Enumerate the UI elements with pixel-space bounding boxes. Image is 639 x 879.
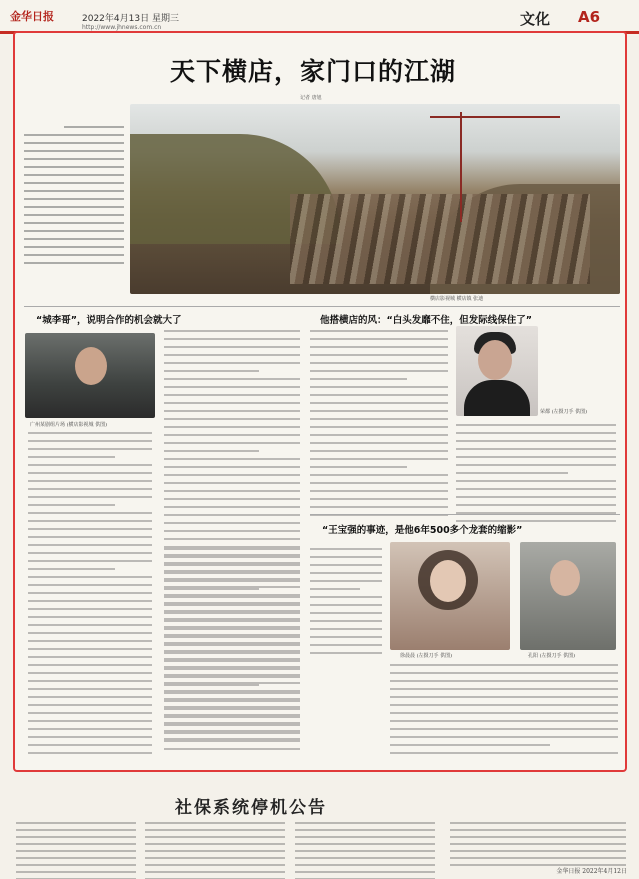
- lead-paragraph: [24, 126, 124, 266]
- notice-column-1: [16, 822, 136, 879]
- subhead-2: 他搭横店的风：“白头发靡不住，但发际线保住了”: [320, 315, 532, 326]
- notice-title: 社保系统停机公告: [175, 798, 327, 818]
- photo-rooftops: [290, 194, 590, 284]
- hero-photo-caption: 横店影视城 横店镇 张迪: [430, 296, 484, 302]
- portrait-caption-3: 徐晨晨 (左摄刀手 供图): [400, 653, 453, 659]
- page-number: A6: [578, 8, 601, 26]
- notice-column-3: [295, 822, 435, 879]
- notice-column-4: [450, 822, 626, 871]
- section-rule: [24, 306, 620, 307]
- article-title: 天下横店，家门口的江湖: [170, 57, 457, 86]
- footer-text: 金华日报 2022年4月12日: [556, 868, 627, 875]
- issue-date: 2022年4月13日 星期三: [82, 14, 179, 24]
- article-column-4: [456, 424, 616, 528]
- portrait-man-glasses: [456, 326, 538, 416]
- portrait-film-set: [25, 333, 155, 418]
- article-column-1: [28, 432, 152, 760]
- article-column-6: [310, 548, 382, 660]
- hero-photo-hengdian: [130, 104, 620, 294]
- photo-crane-arm: [430, 116, 560, 118]
- subhead-3: “王宝强的事迹，是他6年500多个龙套的缩影”: [322, 525, 523, 536]
- portrait-caption-4: 孔阳 (左摄刀手 供图): [528, 653, 576, 659]
- article-byline: 记者 唐旭: [300, 95, 322, 101]
- portrait-caption-1: 广州某剧组片场 (横店影视城 供图): [30, 422, 108, 428]
- section-name: 文化: [520, 10, 551, 28]
- portrait-caption-2: 荣都 (左摄刀手 供图): [540, 409, 588, 415]
- article-column-7: [390, 664, 618, 760]
- portrait-man: [520, 542, 616, 650]
- photo-crane: [460, 112, 462, 222]
- subhead-1: “城李哥”，说明合作的机会就大了: [36, 315, 182, 326]
- newspaper-logo: 金华日报: [10, 10, 54, 23]
- notice-column-2: [145, 822, 285, 879]
- article-column-5: [164, 548, 300, 756]
- website-url: http://www.jhnews.com.cn: [82, 24, 162, 31]
- portrait-woman: [390, 542, 510, 650]
- section-rule: [310, 514, 620, 515]
- article-column-3: [310, 330, 448, 522]
